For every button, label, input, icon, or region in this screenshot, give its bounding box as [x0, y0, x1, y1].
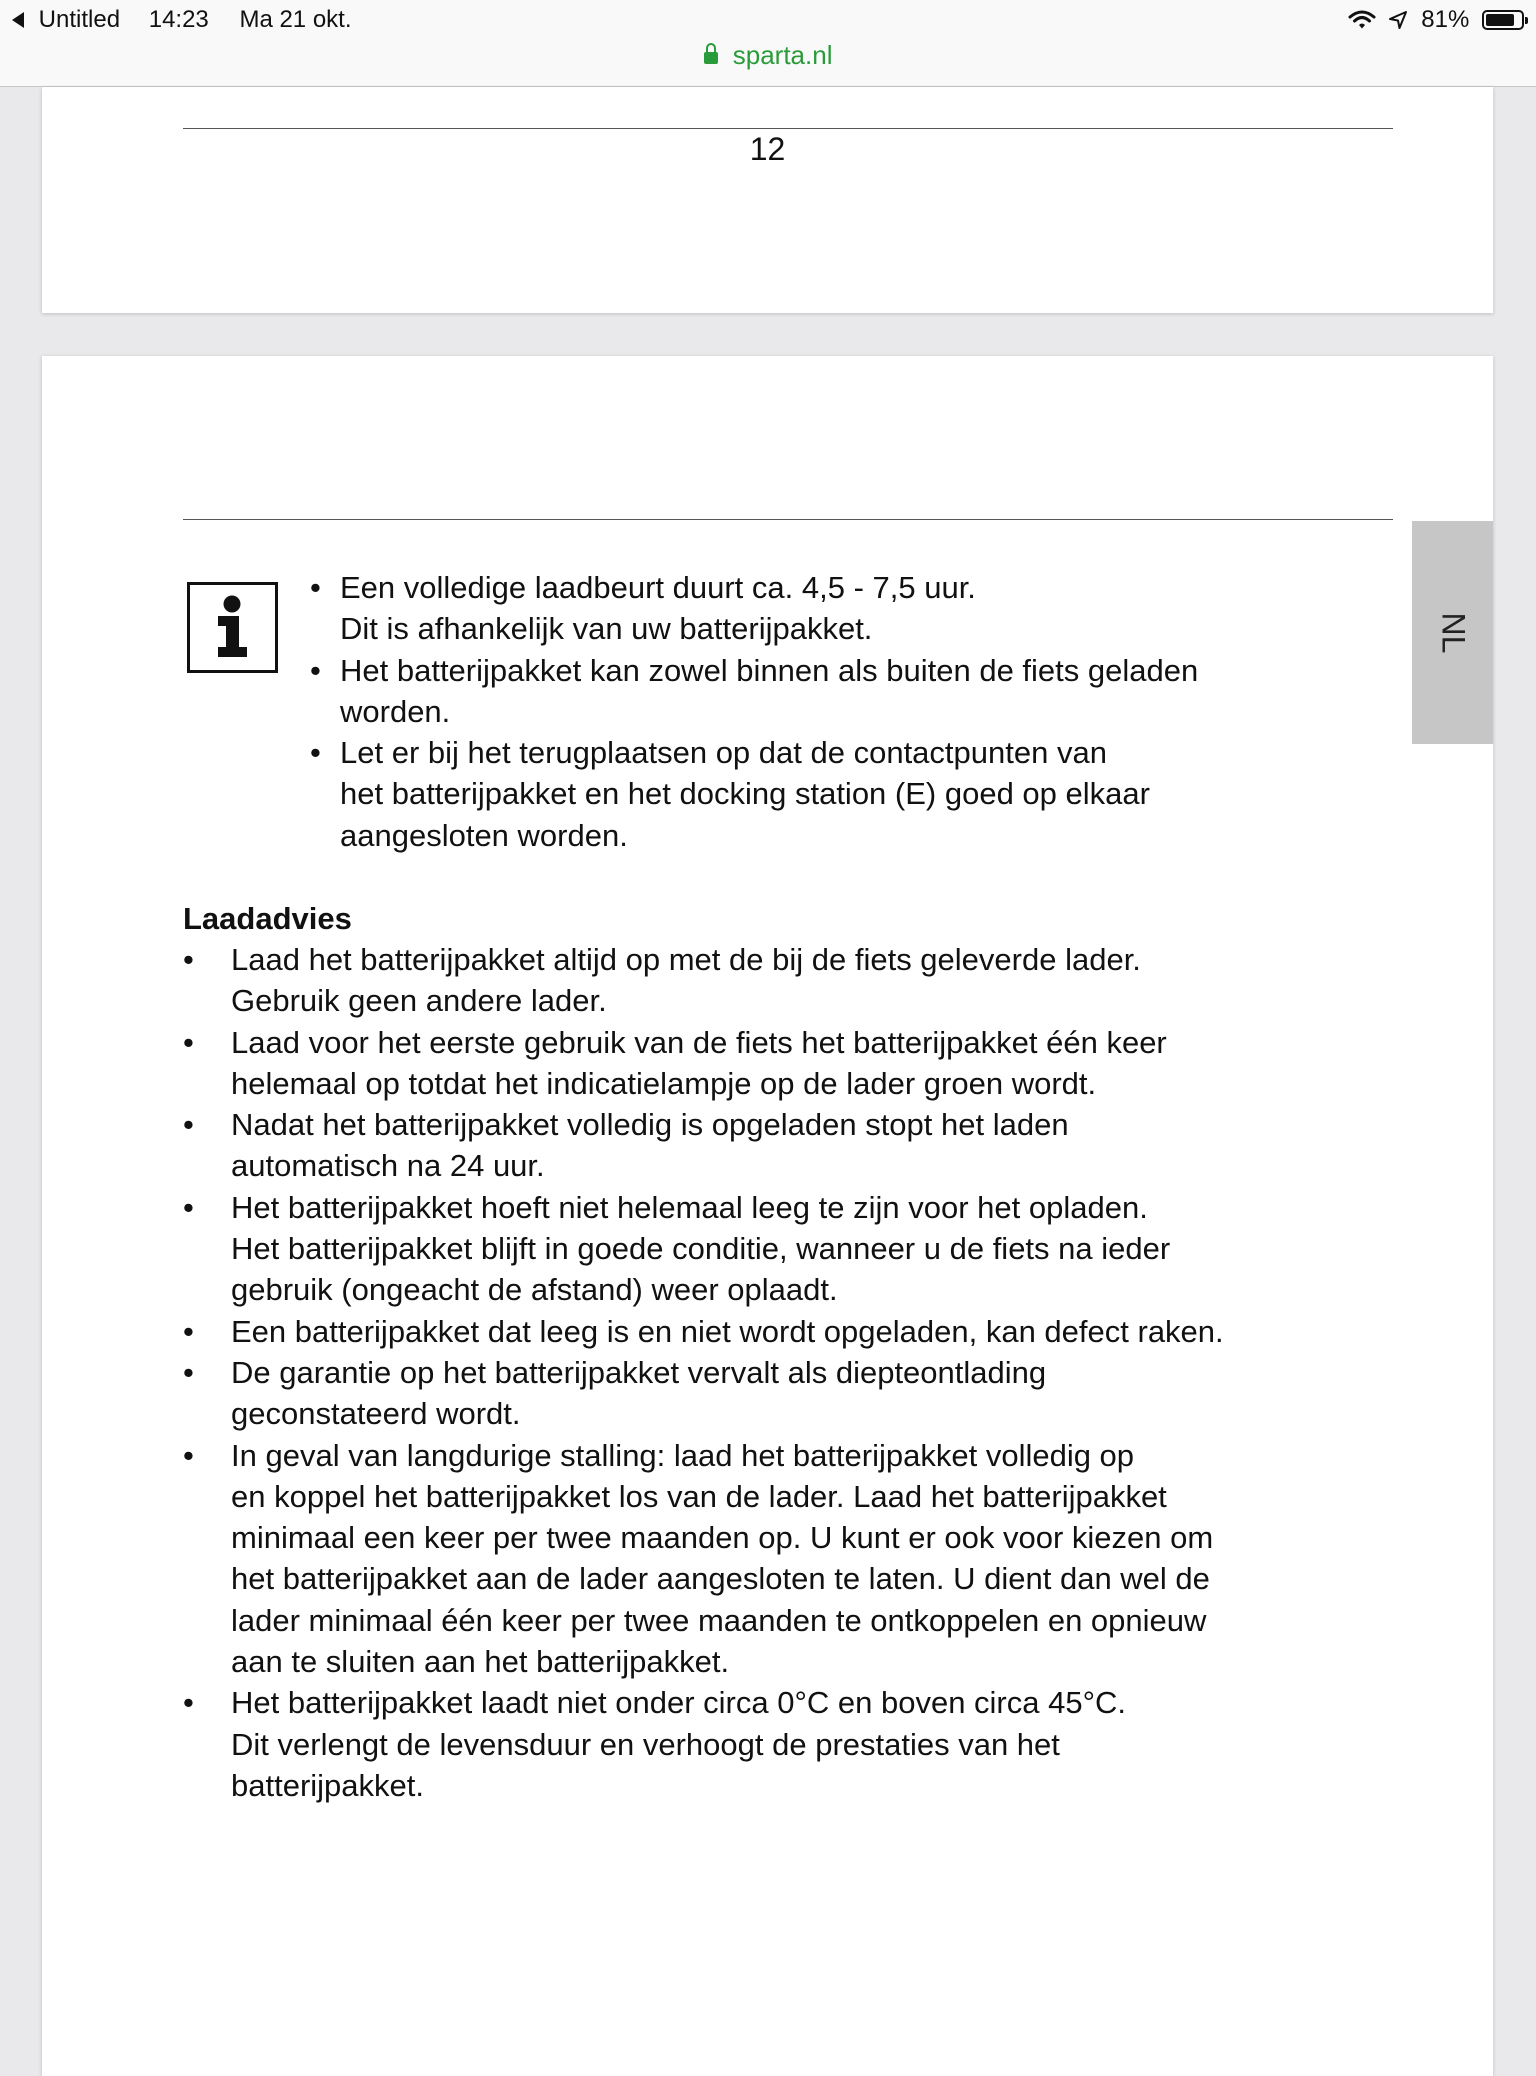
info-bullet-line: • Een volledige laadbeurt duurt ca. 4,5 - 7,5 uur. — [340, 570, 976, 605]
advice-line: • Het batterijpakket hoeft niet helemaal leeg te zijn voor het opladen. — [231, 1189, 1148, 1225]
info-bullet-line: aangesloten worden. — [340, 817, 628, 853]
page-number: 12 — [749, 131, 786, 167]
battery-percent: 81% — [1421, 5, 1470, 33]
footer-rule — [183, 128, 1393, 129]
advice-line: aan te sluiten aan het batterijpakket. — [231, 1644, 730, 1680]
status-bar-left — [12, 5, 352, 34]
battery-level-fill — [1486, 14, 1514, 26]
advice-item — [183, 1022, 1403, 1105]
advice-item — [183, 939, 1403, 1022]
clock-time: 14:23 — [148, 5, 209, 33]
header-rule — [183, 519, 1393, 520]
info-bullet — [340, 650, 1400, 733]
info-bullet-line: • Let er bij het terugplaatsen op dat de contactpunten van — [340, 735, 1107, 771]
advice-line: gebruik (ongeacht de afstand) weer oplaadt. — [231, 1272, 838, 1308]
advice-item — [183, 1682, 1403, 1806]
language-tab — [1412, 521, 1493, 744]
advice-line: • De garantie op het batterijpakket vervalt als diepteontlading — [231, 1354, 1047, 1390]
info-bullet-line: het batterijpakket en het docking station (E) goed op elkaar — [340, 776, 1150, 812]
advice-line: • Laad voor het eerste gebruik van de fiets het batterijpakket één keer — [231, 1024, 1167, 1060]
pdf-page-previous — [42, 87, 1493, 313]
wifi-icon — [1348, 10, 1376, 30]
advice-line: • Een batterijpakket dat leeg is en niet wordt opgeladen, kan defect raken. — [231, 1313, 1224, 1349]
advice-item — [183, 1104, 1403, 1187]
advice-line: Gebruik geen andere lader. — [231, 983, 607, 1019]
advice-line: en koppel het batterijpakket los van de lader. Laad het batterijpakket — [231, 1478, 1167, 1514]
lock-icon — [704, 52, 718, 64]
advice-item — [183, 1311, 1403, 1352]
pdf-page-current — [42, 356, 1493, 2076]
advice-item — [183, 1352, 1403, 1435]
section-heading: Laadadvies — [183, 901, 352, 936]
advice-line: geconstateerd wordt. — [231, 1396, 521, 1432]
back-to-app-link[interactable]: Untitled — [38, 5, 121, 33]
status-bar — [0, 0, 1536, 87]
advice-line: lader minimaal één keer per twee maanden te ontkoppelen en opnieuw — [231, 1602, 1207, 1638]
advice-line: • Nadat het batterijpakket volledig is opgeladen stopt het laden — [231, 1107, 1069, 1143]
date: Ma 21 okt. — [239, 5, 352, 33]
info-bullet — [340, 732, 1400, 856]
battery-icon — [1482, 10, 1524, 30]
advice-item — [183, 1187, 1403, 1311]
advice-line: minimaal een keer per twee maanden op. U kunt er ook voor kiezen om — [231, 1520, 1214, 1556]
advice-line: • Laad het batterijpakket altijd op met de bij de fiets geleverde lader. — [231, 942, 1141, 977]
advice-line: automatisch na 24 uur. — [231, 1148, 545, 1184]
language-tab-label: NL — [1435, 612, 1471, 653]
info-bullet-list — [340, 567, 1400, 856]
advice-bullet-list — [183, 939, 1403, 1806]
back-arrow-icon[interactable] — [12, 12, 24, 28]
advice-line: het batterijpakket aan de lader aangesloten te laten. U dient dan wel de — [231, 1561, 1210, 1597]
address-bar[interactable] — [0, 38, 1536, 71]
info-glyph — [190, 585, 275, 670]
info-bullet-line: worden. — [340, 693, 451, 729]
info-bullet-line: • Het batterijpakket kan zowel binnen als buiten de fiets geladen — [340, 652, 1199, 688]
advice-line: Het batterijpakket blijft in goede conditie, wanneer u de fiets na ieder — [231, 1231, 1171, 1267]
advice-line: • In geval van langdurige stalling: laad het batterijpakket volledig op — [231, 1437, 1135, 1473]
advice-line: helemaal op totdat het indicatielampje op de lader groen wordt. — [231, 1065, 1097, 1101]
advice-line: • Het batterijpakket laadt niet onder circa 0°C en boven circa 45°C. — [231, 1685, 1126, 1721]
advice-item — [183, 1435, 1403, 1683]
status-bar-right — [1348, 5, 1524, 34]
info-bullet-line: Dit is afhankelijk van uw batterijpakket. — [340, 611, 873, 647]
info-icon — [187, 582, 278, 673]
advice-line: Dit verlengt de levensduur en verhoogt de prestaties van het — [231, 1726, 1060, 1762]
address-domain[interactable]: sparta.nl — [732, 39, 833, 70]
advice-line: batterijpakket. — [231, 1767, 424, 1803]
location-arrow-icon — [1387, 9, 1409, 31]
info-bullet — [340, 567, 1400, 650]
